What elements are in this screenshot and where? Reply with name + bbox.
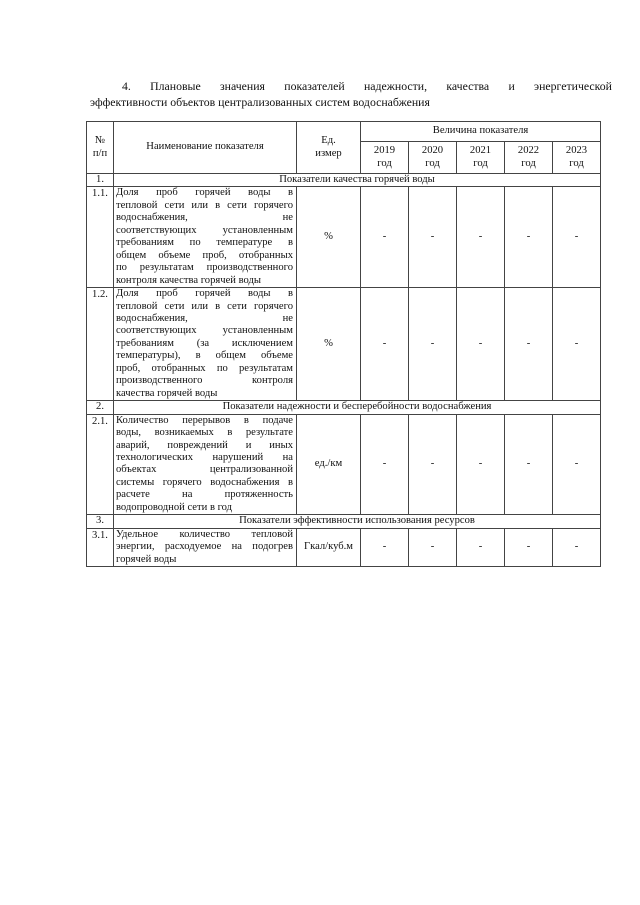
section-row — [87, 174, 601, 187]
table-body — [87, 174, 601, 567]
indicator-name-line: Удельное количество тепловой — [116, 528, 293, 540]
indicator-name-line: энергии, расходуемое на подогрев — [116, 541, 293, 553]
value-cell-1: - — [409, 288, 457, 401]
indicator-name-line: аварий, повреждений и иных — [116, 439, 293, 451]
indicator-name-line: соответствующих установленным — [116, 224, 293, 236]
indicator-name-line: требованиям (за исключением — [116, 337, 293, 349]
indicator-name-line: горячей воды — [116, 553, 177, 565]
table-row — [87, 528, 601, 566]
section-number: 3. — [87, 515, 114, 528]
row-number: 1.1. — [87, 187, 114, 288]
value-cell-3: - — [505, 187, 553, 288]
section-row — [87, 515, 601, 528]
indicator-name-line: Доля проб горячей воды в — [116, 187, 293, 199]
header-number-bottom: п/п — [92, 147, 108, 159]
value-cell-4: - — [553, 414, 601, 515]
section-title: Показатели качества горячей воды — [114, 174, 601, 187]
header-year-4 — [553, 142, 601, 174]
header-year-word: год — [521, 157, 536, 169]
value-cell-0: - — [361, 187, 409, 288]
indicator-name-line: воды, возникаемых в результате — [116, 427, 293, 439]
value-cell-4: - — [553, 187, 601, 288]
indicator-name — [114, 187, 297, 288]
indicator-name-line: расчете на протяженность — [116, 489, 293, 501]
indicator-name-line: технологических нарушений на — [116, 451, 293, 463]
value-cell-0: - — [361, 528, 409, 566]
value-cell-2: - — [457, 414, 505, 515]
header-year-value: 2021 — [469, 145, 492, 157]
header-unit — [297, 122, 361, 174]
header-year-word: год — [377, 157, 392, 169]
value-cell-3: - — [505, 288, 553, 401]
indicator-name-line: Доля проб горячей воды в — [116, 288, 293, 300]
header-unit-top: Ед. — [321, 135, 336, 147]
section-number: 2. — [87, 401, 114, 414]
section-row — [87, 401, 601, 414]
header-unit-bottom: измер — [315, 147, 342, 159]
header-indicator-name: Наименование показателя — [114, 122, 297, 174]
header-year-word: год — [473, 157, 488, 169]
value-cell-2: - — [457, 288, 505, 401]
header-value-group: Величина показателя — [361, 122, 601, 142]
value-cell-2: - — [457, 528, 505, 566]
value-cell-0: - — [361, 288, 409, 401]
section-title: Показатели надежности и бесперебойности водоснабжения — [114, 401, 601, 414]
value-cell-4: - — [553, 288, 601, 401]
table-row — [87, 187, 601, 288]
header-year-value: 2023 — [565, 145, 588, 157]
indicator-name-line: качества горячей воды — [116, 387, 218, 399]
indicator-name-line: системы горячего водоснабжения в — [116, 476, 293, 488]
section-heading-line-2: эффективности объектов централизованных систем водоснабжения — [90, 94, 430, 109]
indicator-name-line: Количество перерывов в подаче — [116, 414, 293, 426]
indicator-name-line: тепловой сети или в сети горячего — [116, 199, 293, 211]
indicator-name-line: водоснабжения, не — [116, 312, 293, 324]
indicator-name-line: соответствующих установленным — [116, 325, 293, 337]
section-title: Показатели эффективности использования ресурсов — [114, 515, 601, 528]
indicator-name — [114, 528, 297, 566]
header-number — [87, 122, 114, 174]
indicator-unit: Гкал/куб.м — [297, 528, 361, 566]
header-year-value: 2019 — [373, 145, 396, 157]
value-cell-3: - — [505, 528, 553, 566]
indicator-name-line: тепловой сети или в сети горячего — [116, 300, 293, 312]
row-number: 2.1. — [87, 414, 114, 515]
indicator-name-line: общем объеме проб, отобранных — [116, 249, 293, 261]
header-year-word: год — [569, 157, 584, 169]
value-cell-1: - — [409, 187, 457, 288]
value-cell-1: - — [409, 414, 457, 515]
indicator-name — [114, 414, 297, 515]
value-cell-2: - — [457, 187, 505, 288]
indicator-name-line: контроля качества горячей воды — [116, 274, 262, 286]
header-number-top: № — [94, 135, 106, 147]
indicator-name-line: по результатам производственного — [116, 262, 293, 274]
table-header — [87, 122, 601, 174]
indicator-name-line: водопроводной сети в год — [116, 501, 233, 513]
indicator-name-line: объектах централизованной — [116, 464, 293, 476]
table-row — [87, 414, 601, 515]
value-cell-1: - — [409, 528, 457, 566]
header-year-word: год — [425, 157, 440, 169]
value-cell-0: - — [361, 414, 409, 515]
indicator-unit: % — [297, 288, 361, 401]
indicators-table — [86, 121, 601, 567]
value-cell-3: - — [505, 414, 553, 515]
indicator-name-line: проб, отобранных по результатам — [116, 362, 293, 374]
indicator-unit: % — [297, 187, 361, 288]
indicator-unit: ед./км — [297, 414, 361, 515]
header-year-value: 2020 — [421, 145, 444, 157]
value-cell-4: - — [553, 528, 601, 566]
indicator-name-line: водоснабжения, не — [116, 212, 293, 224]
indicator-name-line: температуры), в общем объеме — [116, 350, 293, 362]
row-number: 1.2. — [87, 288, 114, 401]
indicator-name-line: производственного контроля — [116, 375, 293, 387]
section-heading — [90, 79, 612, 110]
header-year-1 — [409, 142, 457, 174]
row-number: 3.1. — [87, 528, 114, 566]
indicator-name-line: требованиям по температуре в — [116, 237, 293, 249]
header-year-2 — [457, 142, 505, 174]
header-year-3 — [505, 142, 553, 174]
section-number: 1. — [87, 174, 114, 187]
header-year-0 — [361, 142, 409, 174]
indicator-name — [114, 288, 297, 401]
header-year-value: 2022 — [517, 145, 540, 157]
section-heading-line-1: 4. Плановые значения показателей надежности, качества и энергетической — [122, 79, 612, 93]
table-row — [87, 288, 601, 401]
